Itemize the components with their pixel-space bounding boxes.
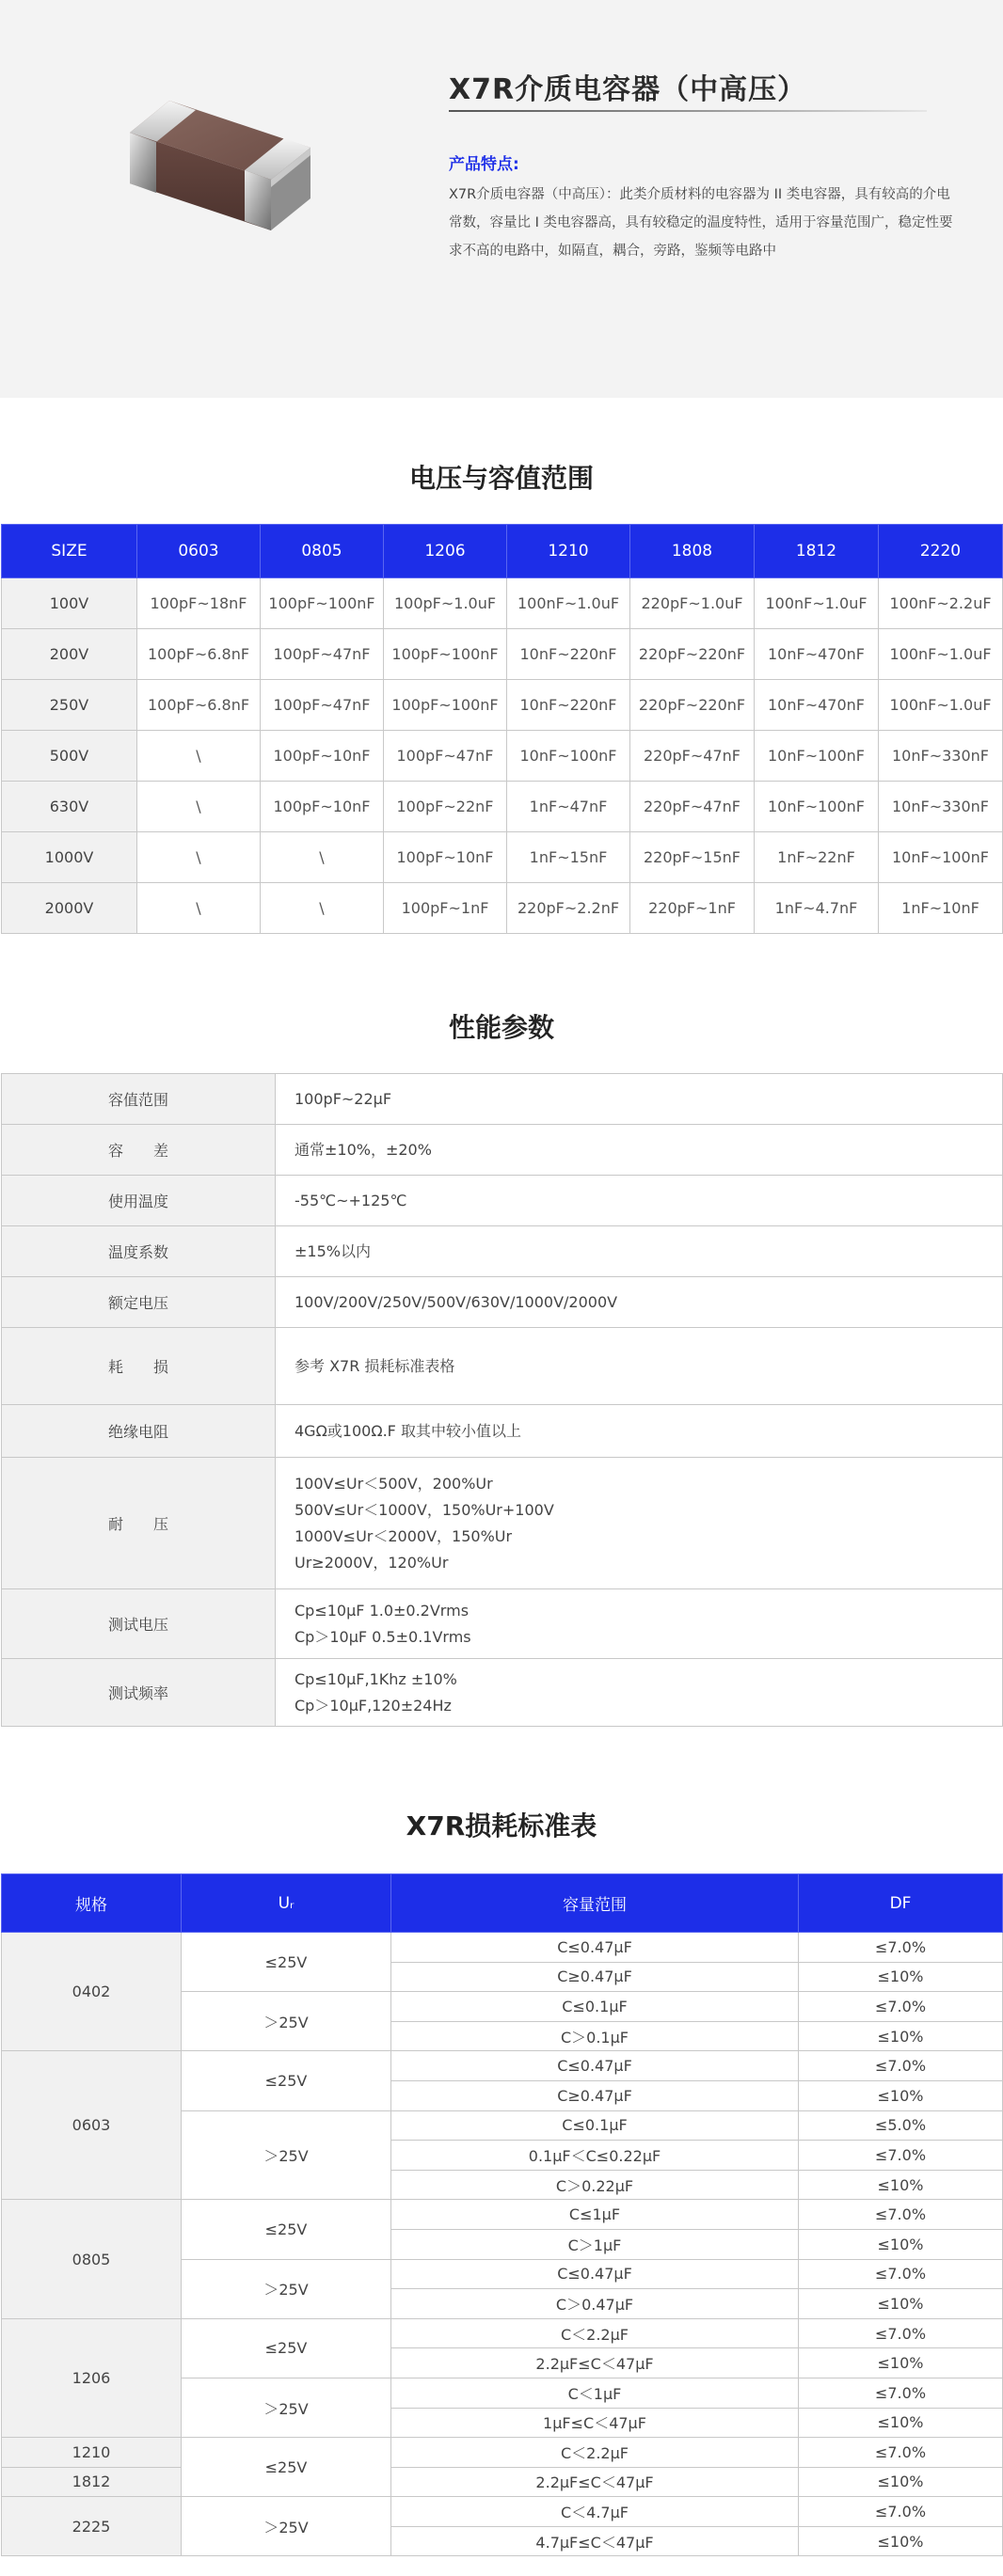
loss-row <box>2 2051 1003 2081</box>
df-cell: ≤10% <box>799 2348 1003 2378</box>
param-row <box>2 1659 1003 1727</box>
capacitance-range-cell: 10nF~470nF <box>755 629 879 680</box>
ur-cell: ＞25V <box>182 2378 391 2437</box>
capacitance-range-cell: 1nF~10nF <box>879 883 1003 934</box>
param-label: 额定电压 <box>2 1277 276 1328</box>
capacitance-range-cell: 0.1μF＜C≤0.22μF <box>391 2141 799 2171</box>
param-row <box>2 1277 1003 1328</box>
capacitance-range-cell: C＜2.2μF <box>391 2318 799 2348</box>
capacitance-range-cell: 1nF~15nF <box>507 832 630 883</box>
capacitance-range-cell: 100pF~100nF <box>384 680 507 731</box>
loss-row <box>2 2467 1003 2497</box>
capacitance-range-cell: 100pF~47nF <box>384 731 507 782</box>
voltage-capacitance-table <box>1 524 1003 934</box>
df-cell: ≤10% <box>799 2229 1003 2259</box>
capacitance-range-cell: C≤1μF <box>391 2200 799 2230</box>
capacitance-range-cell: 1nF~22nF <box>755 832 879 883</box>
capacitance-range-cell: 100nF~1.0uF <box>879 629 1003 680</box>
capacitance-range-cell: 10nF~220nF <box>507 629 630 680</box>
capacitance-range-cell: 220pF~220nF <box>630 680 755 731</box>
header-cell: 容量范围 <box>391 1874 799 1933</box>
capacitance-range-cell: \ <box>261 832 384 883</box>
voltage-row <box>2 578 1003 629</box>
param-value-line: Cp＞10μF 0.5±0.1Vrms <box>295 1627 471 1646</box>
param-row <box>2 1176 1003 1226</box>
spec-cell: 0603 <box>2 2051 182 2200</box>
param-row <box>2 1328 1003 1405</box>
ur-cell: ≤25V <box>182 2051 391 2110</box>
capacitance-range-cell: C≥0.47μF <box>391 1962 799 1992</box>
voltage-label: 500V <box>2 731 137 782</box>
ur-cell: ≤25V <box>182 2438 391 2497</box>
param-row <box>2 1405 1003 1458</box>
header-cell: SIZE <box>2 525 137 578</box>
capacitance-range-cell: 10nF~100nF <box>507 731 630 782</box>
capacitance-range-cell: 1μF≤C＜47μF <box>391 2408 799 2438</box>
voltage-row <box>2 832 1003 883</box>
param-value <box>276 1074 1003 1125</box>
capacitance-range-cell: 100pF~1.0uF <box>384 578 507 629</box>
df-cell: ≤7.0% <box>799 2318 1003 2348</box>
voltage-row <box>2 782 1003 832</box>
voltage-label: 2000V <box>2 883 137 934</box>
ur-cell: ＞25V <box>182 2110 391 2200</box>
df-cell: ≤7.0% <box>799 2378 1003 2408</box>
voltage-label: 630V <box>2 782 137 832</box>
capacitance-range-cell: 1nF~4.7nF <box>755 883 879 934</box>
param-value <box>276 1458 1003 1589</box>
capacitance-range-cell: C＞0.22μF <box>391 2170 799 2200</box>
param-value <box>276 1328 1003 1405</box>
capacitance-range-cell: C＜4.7μF <box>391 2497 799 2527</box>
capacitance-range-cell: C≥0.47μF <box>391 2080 799 2110</box>
df-cell: ≤7.0% <box>799 2438 1003 2468</box>
capacitance-range-cell: C＞1μF <box>391 2229 799 2259</box>
df-cell: ≤10% <box>799 2080 1003 2110</box>
capacitance-range-cell: 10nF~100nF <box>755 731 879 782</box>
param-value <box>276 1589 1003 1659</box>
df-cell: ≤10% <box>799 2170 1003 2200</box>
capacitance-range-cell: 100pF~47nF <box>261 680 384 731</box>
param-label: 容 差 <box>2 1125 276 1176</box>
capacitance-range-cell: C≤0.1μF <box>391 1992 799 2022</box>
param-value-line: 100pF~22μF <box>295 1089 392 1108</box>
loss-section-title: X7R损耗标准表 <box>406 1810 597 1841</box>
param-value <box>276 1226 1003 1277</box>
param-value-line: Cp≤10μF,1Khz ±10% <box>295 1669 457 1688</box>
product-description: X7R介质电容器（中高压）：此类介质材料的电容器为 II 类电容器，具有较高的介电常数，容量比 I 类电容器高，具有较稳定的温度特性，适用于容量范围广，稳定性要求不高的电路中，如隔直，耦合，旁路，鉴频等电路中 <box>449 187 953 259</box>
spec-cell: 0402 <box>2 1933 182 2051</box>
capacitance-range-cell: 100pF~100nF <box>384 629 507 680</box>
params-section-title: 性能参数 <box>448 1012 554 1043</box>
capacitance-range-cell: 2.2μF≤C＜47μF <box>391 2467 799 2497</box>
capacitance-range-cell: 10nF~100nF <box>755 782 879 832</box>
header-cell: 2220 <box>879 525 1003 578</box>
capacitance-range-cell: 100pF~47nF <box>261 629 384 680</box>
capacitance-range-cell: \ <box>137 731 261 782</box>
capacitance-range-cell: 100pF~10nF <box>261 731 384 782</box>
capacitance-range-cell: \ <box>137 883 261 934</box>
capacitance-range-cell: C＞0.1μF <box>391 2021 799 2051</box>
capacitance-range-cell: 100pF~18nF <box>137 578 261 629</box>
voltage-label: 1000V <box>2 832 137 883</box>
voltage-row <box>2 629 1003 680</box>
header-cell: 1812 <box>755 525 879 578</box>
capacitor-chip-image <box>113 89 358 249</box>
loss-row <box>2 1933 1003 1963</box>
capacitance-range-cell: 100pF~6.8nF <box>137 629 261 680</box>
capacitance-range-cell: 220pF~220nF <box>630 629 755 680</box>
param-value-line: 参考 X7R 损耗标准表格 <box>295 1356 455 1375</box>
param-value-line: -55℃~+125℃ <box>295 1191 407 1209</box>
capacitance-range-cell: 100pF~100nF <box>261 578 384 629</box>
capacitance-range-cell: 100nF~1.0uF <box>879 680 1003 731</box>
param-label: 使用温度 <box>2 1176 276 1226</box>
performance-params-table <box>1 1073 1003 1727</box>
ur-cell: ≤25V <box>182 2318 391 2378</box>
header-cell: 1808 <box>630 525 755 578</box>
df-cell: ≤10% <box>799 2467 1003 2497</box>
capacitance-range-cell: C＞0.47μF <box>391 2289 799 2319</box>
loss-row <box>2 2200 1003 2230</box>
df-cell: ≤10% <box>799 2289 1003 2319</box>
header-cell: DF <box>799 1874 1003 1933</box>
capacitance-range-cell: 220pF~15nF <box>630 832 755 883</box>
capacitance-range-cell: 4.7μF≤C＜47μF <box>391 2526 799 2556</box>
param-label: 测试电压 <box>2 1589 276 1659</box>
capacitance-range-cell: C≤0.47μF <box>391 2259 799 2289</box>
param-row <box>2 1589 1003 1659</box>
param-value-line: 通常±10%，±20% <box>295 1140 432 1159</box>
loss-row <box>2 2318 1003 2348</box>
capacitance-range-cell: C＜1μF <box>391 2378 799 2408</box>
capacitance-range-cell: 10nF~470nF <box>755 680 879 731</box>
capacitance-range-cell: 2.2μF≤C＜47μF <box>391 2348 799 2378</box>
header-cell: 0805 <box>261 525 384 578</box>
capacitance-range-cell: 220pF~2.2nF <box>507 883 630 934</box>
ur-cell: ＞25V <box>182 1992 391 2051</box>
voltage-row <box>2 680 1003 731</box>
voltage-table-header-row <box>2 525 1003 578</box>
capacitance-range-cell: C＜2.2μF <box>391 2438 799 2468</box>
param-value-line: Ur≥2000V，120%Ur <box>295 1553 449 1572</box>
param-row <box>2 1226 1003 1277</box>
ur-cell: ＞25V <box>182 2497 391 2556</box>
ur-cell: ≤25V <box>182 1933 391 1992</box>
df-cell: ≤10% <box>799 2021 1003 2051</box>
spec-cell: 0805 <box>2 2200 182 2318</box>
capacitance-range-cell: 100pF~22nF <box>384 782 507 832</box>
voltage-row <box>2 883 1003 934</box>
header-cell: 1210 <box>507 525 630 578</box>
ur-cell: ≤25V <box>182 2200 391 2259</box>
spec-cell: 2225 <box>2 2497 182 2556</box>
product-title: X7R介质电容器（中高压） <box>449 73 807 106</box>
param-value <box>276 1125 1003 1176</box>
param-label: 容值范围 <box>2 1074 276 1125</box>
capacitance-range-cell: \ <box>137 782 261 832</box>
param-value-line: Cp≤10μF 1.0±0.2Vrms <box>295 1601 470 1620</box>
df-cell: ≤7.0% <box>799 1992 1003 2022</box>
capacitance-range-cell: 10nF~330nF <box>879 731 1003 782</box>
param-label: 绝缘电阻 <box>2 1405 276 1458</box>
product-hero <box>0 0 1003 398</box>
capacitance-range-cell: 100nF~1.0uF <box>755 578 879 629</box>
df-cell: ≤10% <box>799 2526 1003 2556</box>
param-label: 温度系数 <box>2 1226 276 1277</box>
capacitance-range-cell: 10nF~330nF <box>879 782 1003 832</box>
voltage-label: 250V <box>2 680 137 731</box>
param-label: 耗 损 <box>2 1328 276 1405</box>
param-label: 耐 压 <box>2 1458 276 1589</box>
spec-cell: 1812 <box>2 2467 182 2497</box>
capacitance-range-cell: 1nF~47nF <box>507 782 630 832</box>
capacitance-range-cell: C≤0.1μF <box>391 2110 799 2141</box>
features-label: 产品特点: <box>449 155 519 174</box>
capacitance-range-cell: 100pF~1nF <box>384 883 507 934</box>
param-value-line: 500V≤Ur＜1000V，150%Ur+100V <box>295 1500 554 1519</box>
x7r-loss-table <box>1 1873 1003 2556</box>
capacitance-range-cell: 10nF~100nF <box>879 832 1003 883</box>
df-cell: ≤7.0% <box>799 1933 1003 1963</box>
voltage-section-title: 电压与容值范围 <box>408 463 594 494</box>
capacitance-range-cell: C≤0.47μF <box>391 1933 799 1963</box>
spec-cell: 1210 <box>2 2438 182 2468</box>
param-value-line: ±15%以内 <box>295 1241 371 1260</box>
capacitance-range-cell: 100pF~6.8nF <box>137 680 261 731</box>
voltage-row <box>2 731 1003 782</box>
param-value-line: 4GΩ或100Ω.F 取其中较小值以上 <box>295 1421 521 1440</box>
voltage-label: 200V <box>2 629 137 680</box>
capacitance-range-cell: 100pF~10nF <box>384 832 507 883</box>
loss-row <box>2 2497 1003 2527</box>
capacitance-range-cell: 220pF~47nF <box>630 782 755 832</box>
param-value <box>276 1405 1003 1458</box>
header-cell: 0603 <box>137 525 261 578</box>
param-row <box>2 1458 1003 1589</box>
df-cell: ≤5.0% <box>799 2110 1003 2141</box>
param-value <box>276 1277 1003 1328</box>
df-cell: ≤7.0% <box>799 2141 1003 2171</box>
param-label: 测试频率 <box>2 1659 276 1727</box>
df-cell: ≤7.0% <box>799 2497 1003 2527</box>
capacitance-range-cell: 100nF~2.2uF <box>879 578 1003 629</box>
param-value <box>276 1659 1003 1727</box>
header-cell: Uᵣ <box>182 1874 391 1933</box>
capacitance-range-cell: \ <box>137 832 261 883</box>
df-cell: ≤7.0% <box>799 2259 1003 2289</box>
param-row <box>2 1125 1003 1176</box>
param-value <box>276 1176 1003 1226</box>
capacitance-range-cell: 100nF~1.0uF <box>507 578 630 629</box>
capacitance-range-cell: C≤0.47μF <box>391 2051 799 2081</box>
df-cell: ≤7.0% <box>799 2051 1003 2081</box>
df-cell: ≤10% <box>799 2408 1003 2438</box>
capacitance-range-cell: 10nF~220nF <box>507 680 630 731</box>
voltage-label: 100V <box>2 578 137 629</box>
ur-cell: ＞25V <box>182 2259 391 2318</box>
param-value-line: 1000V≤Ur＜2000V，150%Ur <box>295 1526 513 1545</box>
capacitance-range-cell: 100pF~10nF <box>261 782 384 832</box>
loss-table-header-row <box>2 1874 1003 1933</box>
param-row <box>2 1074 1003 1125</box>
capacitance-range-cell: \ <box>261 883 384 934</box>
param-value-line: Cp＞10μF,120±24Hz <box>295 1696 452 1715</box>
capacitance-range-cell: 220pF~47nF <box>630 731 755 782</box>
capacitance-range-cell: 220pF~1nF <box>630 883 755 934</box>
param-value-line: 100V≤Ur＜500V，200%Ur <box>295 1474 493 1493</box>
loss-row <box>2 2438 1003 2468</box>
header-cell: 规格 <box>2 1874 182 1933</box>
param-value-line: 100V/200V/250V/500V/630V/1000V/2000V <box>295 1292 618 1311</box>
title-divider <box>449 110 927 112</box>
header-cell: 1206 <box>384 525 507 578</box>
spec-cell: 1206 <box>2 2318 182 2437</box>
df-cell: ≤10% <box>799 1962 1003 1992</box>
df-cell: ≤7.0% <box>799 2200 1003 2230</box>
capacitance-range-cell: 220pF~1.0uF <box>630 578 755 629</box>
